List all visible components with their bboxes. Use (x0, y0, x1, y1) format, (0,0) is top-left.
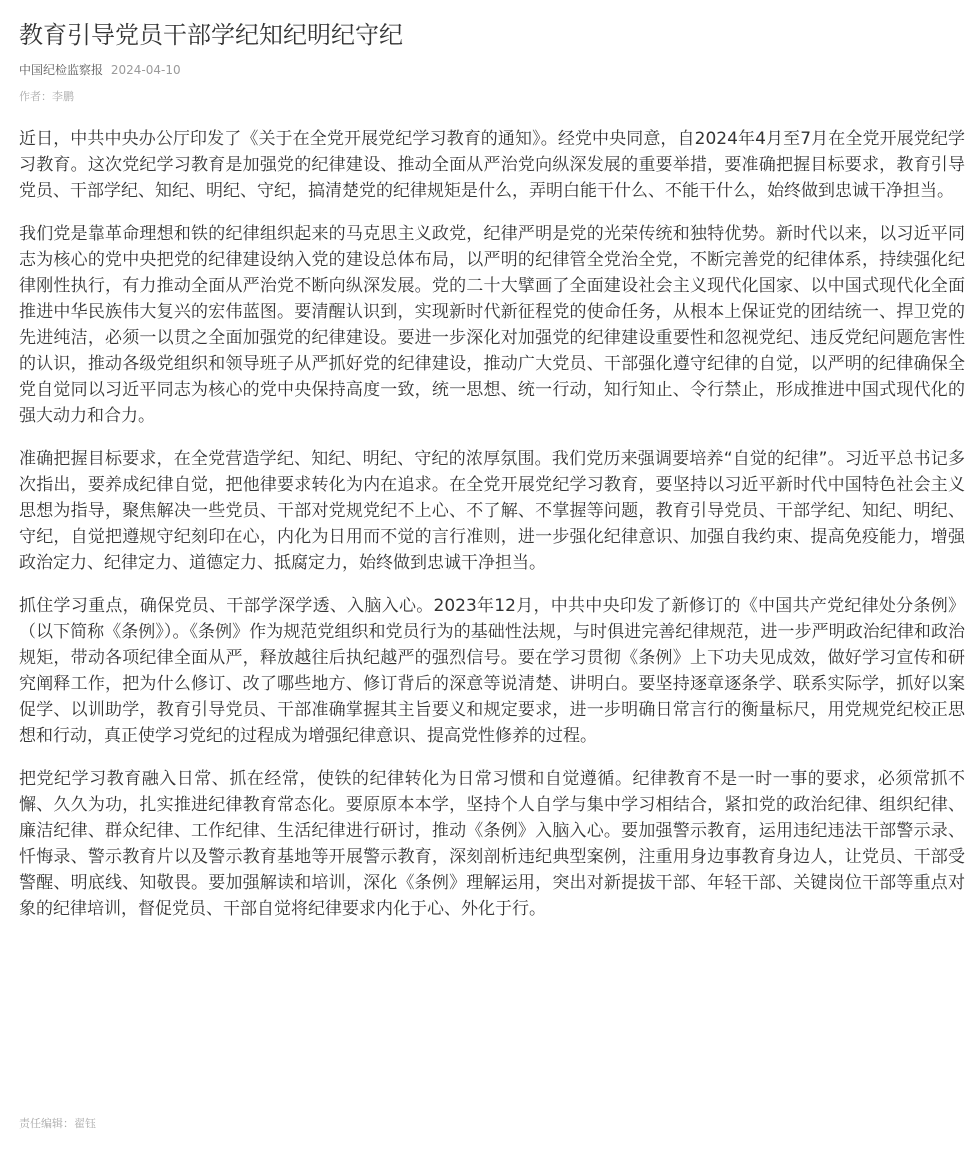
paragraph-3: 准确把握目标要求，在全党营造学纪、知纪、明纪、守纪的浓厚氛围。我们党历来强调要培养“自觉的纪律”。习近平总书记多次指出，要养成纪律自觉，把他律要求转化为内在追求。在全党开展党纪学习教育，要坚持以习近平新时代中国特色社会主义思想为指导，聚焦解决一些党员、干部对党规党纪不上心、不了解、不掌握等问题，教育引导党员、干部学纪、知纪、明纪、守纪，自觉把遵规守纪刻印在心，内化为日用而不觉的言行准则，进一步强化纪律意识、加强自我约束、提高免疫能力，增强政治定力、纪律定力、道德定力、抵腐定力，始终做到忠诚干净担当。 (19, 449, 965, 573)
article-title: 教育引导党员干部学纪知纪明纪守纪 (19, 21, 403, 49)
article-meta (19, 61, 181, 78)
article-body (19, 126, 965, 939)
paragraph-5: 把党纪学习教育融入日常、抓在经常，使铁的纪律转化为日常习惯和自觉遵循。纪律教育不是一时一事的要求，必须常抓不懈、久久为功，扎实推进纪律教育常态化。要原原本本学，坚持个人自学与集中学习相结合，紧扣党的政治纪律、组织纪律、廉洁纪律、群众纪律、工作纪律、生活纪律进行研讨，推动《条例》入脑入心。要加强警示教育，运用违纪违法干部警示录、忏悔录、警示教育片以及警示教育基地等开展警示教育，深刻剖析违纪典型案例，注重用身边事教育身边人，让党员、干部受警醒、明底线、知敬畏。要加强解读和培训，深化《条例》理解运用，突出对新提拔干部、年轻干部、关键岗位干部等重点对象的纪律培训，督促党员、干部自觉将纪律要求内化于心、外化于行。 (19, 769, 965, 919)
responsible-editor: 责任编辑：翟钰 (19, 1117, 96, 1130)
paragraph-4: 抓住学习重点，确保党员、干部学深学透、入脑入心。2023年12月，中共中央印发了新修订的《中国共产党纪律处分条例》（以下简称《条例》）。《条例》作为规范党组织和党员行为的基础性法规，与时俱进完善纪律规范，进一步严明政治纪律和政治规矩，带动各项纪律全面从严，释放越往后执纪越严的强烈信号。要在学习贯彻《条例》上下功夫见成效，做好学习宣传和研究阐释工作，把为什么修订、改了哪些地方、修订背后的深意等说清楚、讲明白。要坚持逐章逐条学、联系实际学，抓好以案促学、以训助学，教育引导党员、干部准确掌握其主旨要义和规定要求，进一步明确日常言行的衡量标尺，用党规党纪校正思想和行动，真正使学习党纪的过程成为增强纪律意识、提高党性修养的过程。 (19, 596, 965, 746)
article-source[interactable]: 中国纪检监察报 (19, 63, 104, 77)
paragraph-2: 我们党是靠革命理想和铁的纪律组织起来的马克思主义政党，纪律严明是党的光荣传统和独特优势。新时代以来，以习近平同志为核心的党中央把党的纪律建设纳入党的建设总体布局，以严明的纪律管全党治全党，不断完善党的纪律体系，持续强化纪律刚性执行，有力推动全面从严治党不断向纵深发展。党的二十大擘画了全面建设社会主义现代化国家、以中国式现代化全面推进中华民族伟大复兴的宏伟蓝图。要清醒认识到，实现新时代新征程党的使命任务，从根本上保证党的团结统一、捍卫党的先进纯洁，必须一以贯之全面加强党的纪律建设。要进一步深化对加强党的纪律建设重要性和忽视党纪、违反党纪问题危害性的认识，推动各级党组织和领导班子从严抓好党的纪律建设，推动广大党员、干部强化遵守纪律的自觉，以严明的纪律确保全党自觉同以习近平同志为核心的党中央保持高度一致，统一思想、统一行动，知行知止、令行禁止，形成推进中国式现代化的强大动力和合力。 (19, 224, 965, 426)
paragraph-1: 近日，中共中央办公厅印发了《关于在全党开展党纪学习教育的通知》。经党中央同意，自2024年4月至7月在全党开展党纪学习教育。这次党纪学习教育是加强党的纪律建设、推动全面从严治党向纵深发展的重要举措，要准确把握目标要求，教育引导党员、干部学纪、知纪、明纪、守纪，搞清楚党的纪律规矩是什么，弄明白能干什么、不能干什么，始终做到忠诚干净担当。 (19, 129, 965, 201)
article-author: 作者：李鹏 (19, 90, 74, 103)
article-date: 2024-04-10 (110, 63, 181, 77)
